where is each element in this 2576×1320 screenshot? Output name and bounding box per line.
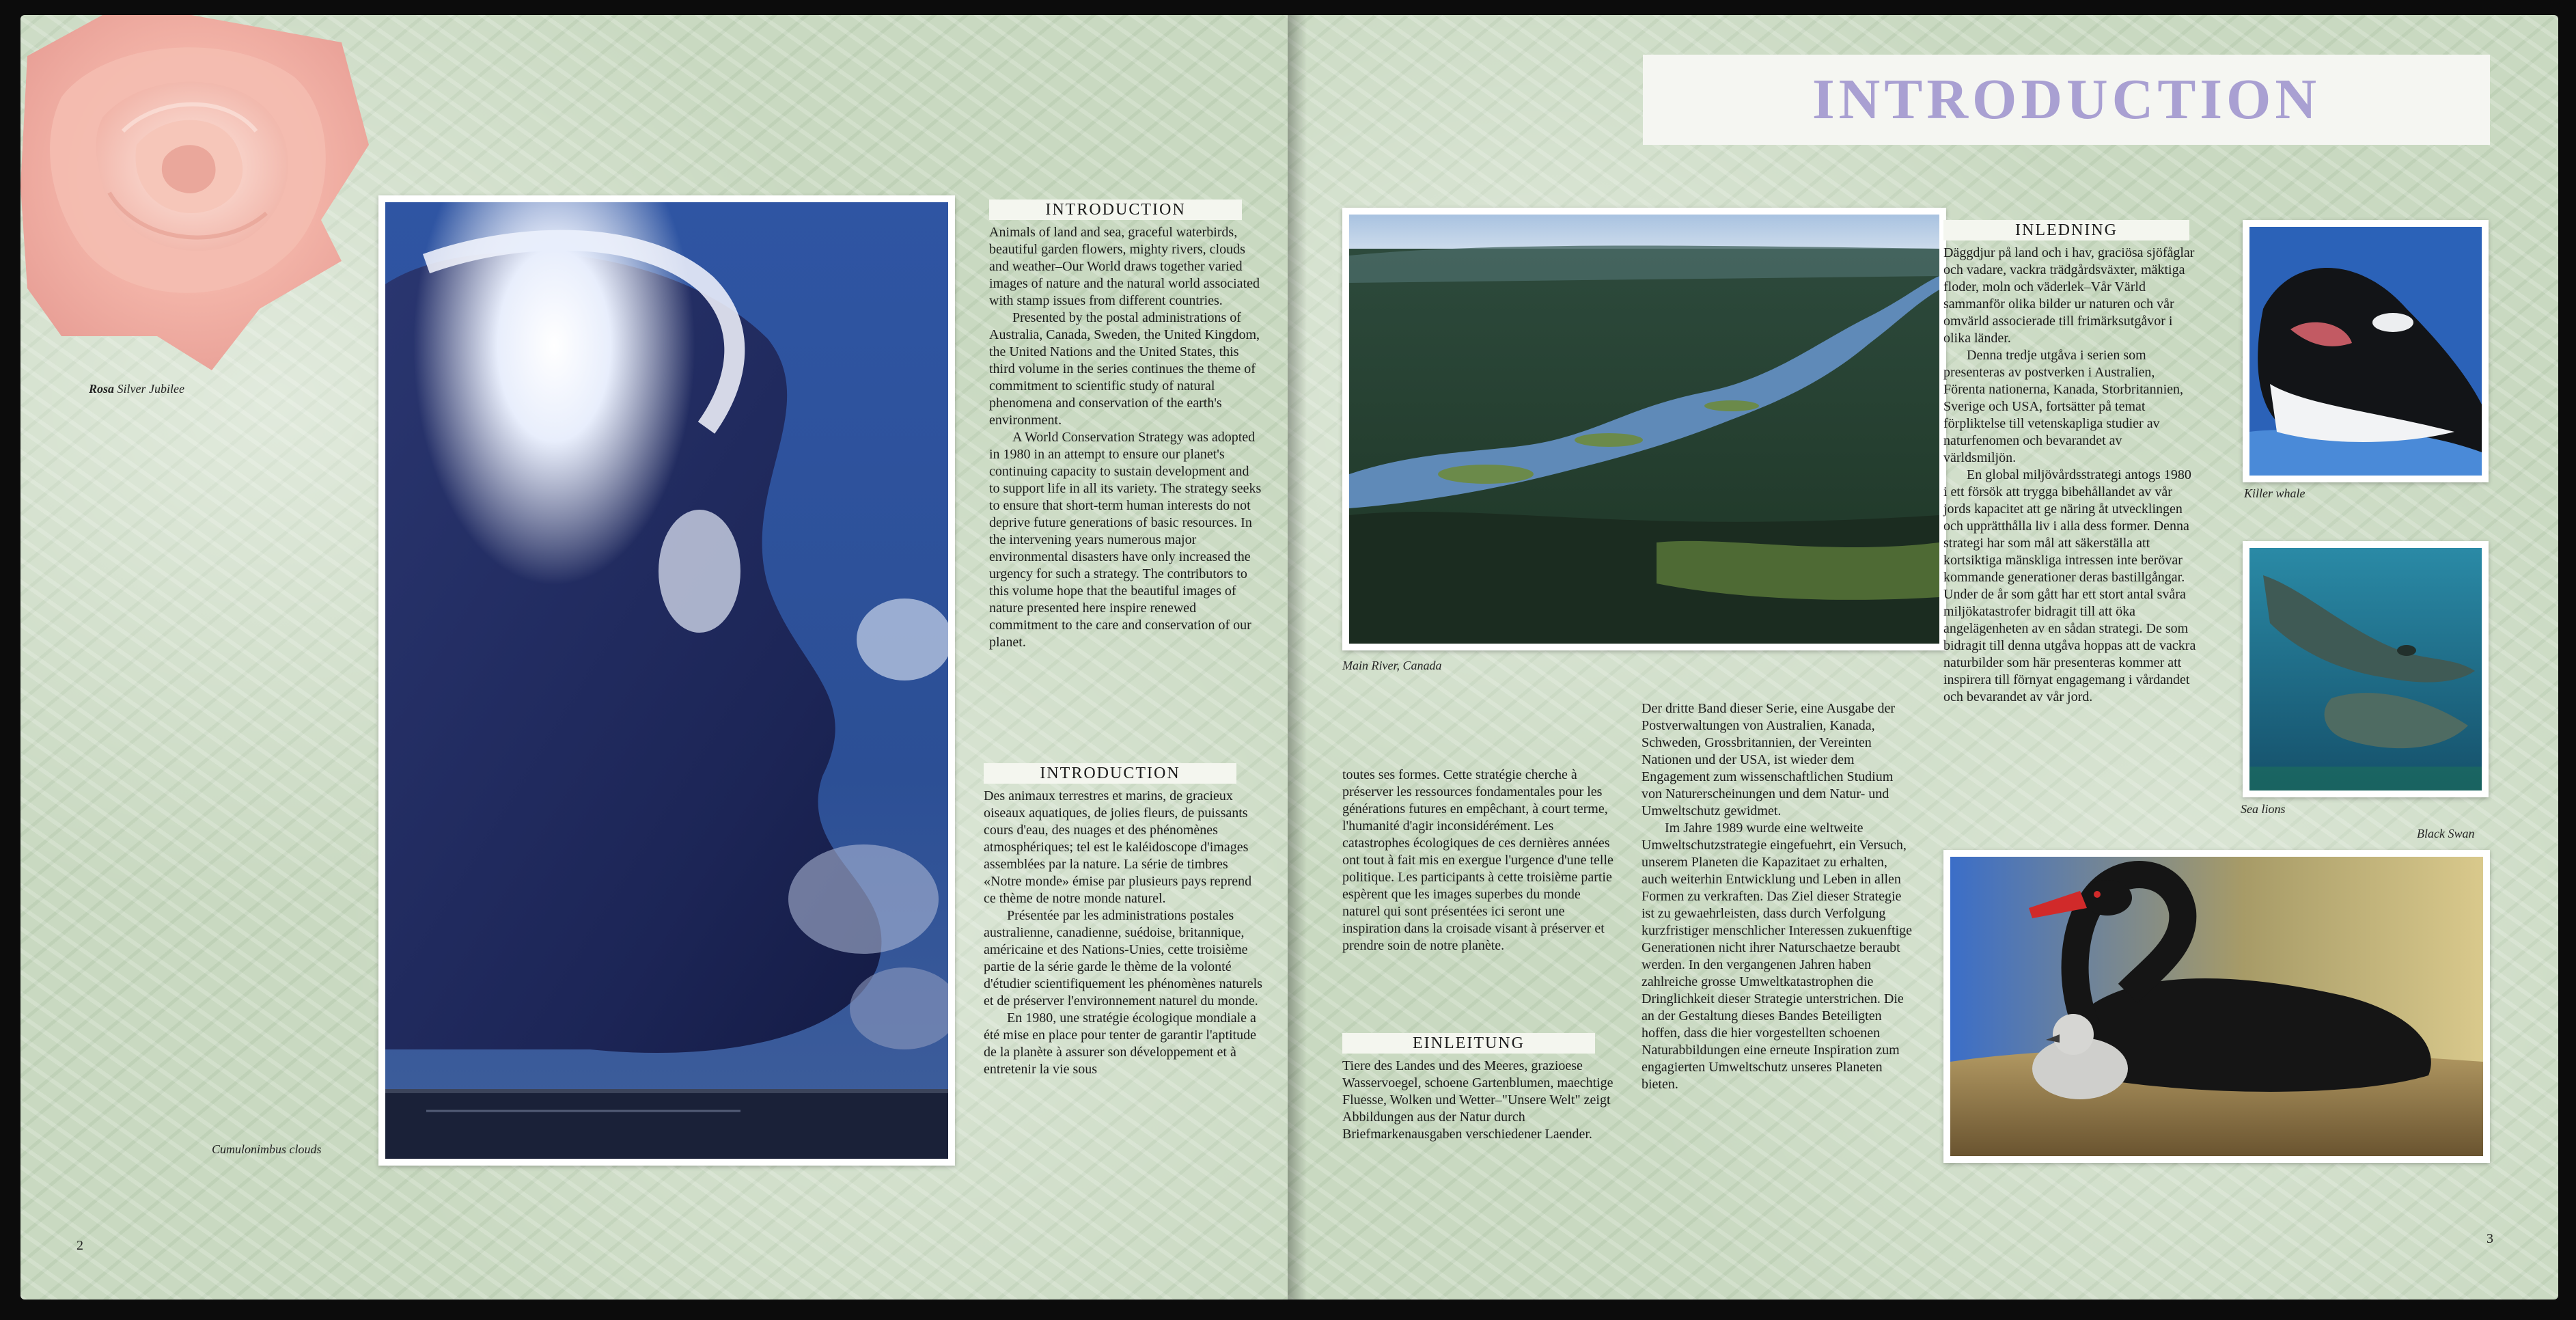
cumulonimbus-image: [385, 202, 948, 1159]
sea-lions-image: [2249, 548, 2482, 790]
rose-image: [20, 15, 376, 370]
french-intro: [984, 763, 1264, 1078]
sea-lions-photo: [2243, 541, 2489, 797]
swedish-paragraph: En global miljövårdsstrategi antogs 1980 i ett försök att trygga bibehållandet av vår jords kapacitet att ge näring åt utvecklingen och upprätthålla liv i alla dess former. Denna strategi har som mål att säkerställa att kortsiktiga mänskliga intressen inte berövar kommande generationer deras bastillgångar. Under de år som gått har ett stort antal svåra miljökatastrofer bidragit till att öka angelägenheten av en sådan strategi. De som bidragit till denna utgåva hoppas att de vackra naturbilder som här presenteras kommer att inspirera till förnyat engagemang i vårdandet och bevarandet av vår jord.: [1943, 467, 2196, 704]
black-swan-photo: [1943, 850, 2490, 1163]
right-page: [1288, 15, 2558, 1300]
rose-icon: [20, 15, 376, 370]
french-continued: [1342, 767, 1616, 954]
title-banner: [1643, 55, 2490, 145]
german-main: [1642, 700, 1915, 1093]
sealions-caption: Sea lions: [2241, 802, 2286, 816]
clouds-caption: Cumulonimbus clouds: [212, 1142, 322, 1156]
cumulonimbus-photo: [378, 195, 955, 1166]
swedish-paragraph: Däggdjur på land och i hav, graciösa sjöfåglar och vadare, vackra trädgårdsväxter, mäktiga floder, moln och väderlek–Vår Värld sammanför olika bilder ur naturen och vår omvärld associerade till frimärksutgåvor i olika länder.: [1943, 245, 2195, 346]
swedish-heading: INLEDNING: [1943, 220, 2189, 240]
right-page-number: 3: [2487, 1231, 2493, 1246]
english-heading: INTRODUCTION: [989, 200, 1242, 220]
english-paragraph: Presented by the postal administrations of Australia, Canada, Sweden, the United Kingdom, the United Nations and the United States, this third volume in the series continues the theme of commitment to scientific study of natural phenomena and conservation of the earth's environment.: [989, 310, 1260, 428]
english-paragraph: A World Conservation Strategy was adopted in 1980 in an attempt to ensure our planet's continuing capacity to sustain development and to support life in all its variety. The strategy seeks to ensure that short-term human interests do not deprive future generations of basic resources. In the intervening years numerous major environmental disasters have only increased the urgency for such a strategy. The contributors to this volume hope that the beautiful images of nature presented here inspire renewed commitment to the care and conservation of our planet.: [989, 430, 1262, 650]
rose-caption-variety: Silver Jubilee: [117, 382, 184, 396]
main-river-image: [1349, 215, 1939, 644]
swedish-paragraph: Denna tredje utgåva i serien som presenteras av postverken i Australien, Förenta nationerna, Kanada, Storbritannien, Sverige och USA, fortsätter på temat förpliktelse till vetenskapliga studier av naturfenomen och bevarandet av världsmiljön.: [1943, 348, 2183, 465]
whale-caption: Killer whale: [2244, 486, 2305, 500]
english-paragraph: Animals of land and sea, graceful waterbirds, beautiful garden flowers, mighty rivers, clouds and weather–Our World draws together varied images of nature and the natural world associated with stamp issues from different countries.: [989, 225, 1260, 308]
french-paragraph: Présentée par les administrations postales australienne, canadienne, suédoise, britannique, américaine et des Nations-Unies, cette troisième partie de la série garde le thème de la volonté d'étudier scientifiquement les phénomènes naturels et de préserver l'environnement naturel du monde.: [984, 908, 1262, 1008]
french-continued-paragraph: toutes ses formes. Cette stratégie cherche à préserver les ressources fondamentales pour les générations futures en empêchant, à court terme, l'humanité d'agir inconsidérément. Les catastrophes écologiques de ces dernières années ont tout à fait mis en exergue l'urgence d'une telle politique. Les participants à cette troisième partie espèrent que les images superbes du monde naturel qui sont présentées ici seront une inspiration dans la croisade visant à préserver et prendre soin de notre planète.: [1342, 767, 1614, 953]
english-intro: [989, 200, 1262, 651]
killer-whale-photo: [2243, 220, 2489, 482]
german-paragraph: Im Jahre 1989 wurde eine weltweite Umweltschutzstrategie eingefuehrt, ein Versuch, unserem Planeten die Kapazitaet zu erhalten, auch weiterhin Entwicklung und Leben in allen Formen zu verkraften. Das Ziel dieser Strategie ist zu gewaehrleisten, dass durch Verfolgung kurzfristiger menschlicher Interessen zukuenftige Generationen nicht ihrer Naturschaetze beraubt werden. In den vergangenen Jahren haben zahlreiche grosse Umweltkatastrophen die Dringlichkeit dieser Strategie unterstrichen. Die an der Gestaltung dieses Bandes Beteiligten hoffen, dass die hier vorgestellten schoenen Naturabbildungen eine erneute Inspiration zum engagierten Umweltschutz unseres Planeten bieten.: [1642, 821, 1912, 1092]
french-paragraph: Des animaux terrestres et marins, de gracieux oiseaux aquatiques, de jolies fleurs, de puissants cours d'eau, des nuages et des phénomènes atmosphériques; tel est le kaléidoscope d'images assemblées par la nature. La série de timbres «Notre monde» émise par plusieurs pays reprend ce thème de notre monde naturel.: [984, 788, 1252, 906]
swedish-intro: [1943, 220, 2196, 706]
german-intro: [1342, 1033, 1616, 1143]
rose-caption: [89, 382, 184, 396]
swan-caption: Black Swan: [2417, 827, 2475, 840]
gutter-shadow-right: [1288, 15, 1307, 1300]
main-river-photo: [1342, 208, 1946, 650]
left-page-number: 2: [77, 1238, 83, 1253]
left-page: [20, 15, 1288, 1300]
german-paragraph: Der dritte Band dieser Serie, eine Ausgabe der Postverwaltungen von Australien, Kanada, Schweden, Grossbritannien, der Vereinten Nationen und der USA, ist wieder dem Engagement zum wissenschaftlichen Studium von Naturerscheinungen und dem Natur- und Umweltschutz gewidmet.: [1642, 701, 1895, 819]
german-intro-paragraph: Tiere des Landes und des Meeres, grazioese Wasservoegel, schoene Gartenblumen, maechtige Fluesse, Wolken und Wetter–"Unsere Welt" zeigt Abbildungen aus der Natur durch Briefmarkenausgaben verschiedener Laender.: [1342, 1058, 1614, 1142]
page-title: INTRODUCTION: [1812, 68, 2321, 131]
river-caption: Main River, Canada: [1342, 659, 1442, 672]
black-swan-image: [1950, 857, 2483, 1156]
german-heading: EINLEITUNG: [1342, 1033, 1595, 1054]
french-heading: INTRODUCTION: [984, 763, 1236, 784]
french-paragraph: En 1980, une stratégie écologique mondiale a été mise en place pour tenter de garantir l'aptitude de la planète à assurer son développement et à entretenir la vie sous: [984, 1010, 1256, 1077]
killer-whale-image: [2249, 227, 2482, 476]
rose-caption-genus: Rosa: [89, 382, 115, 396]
